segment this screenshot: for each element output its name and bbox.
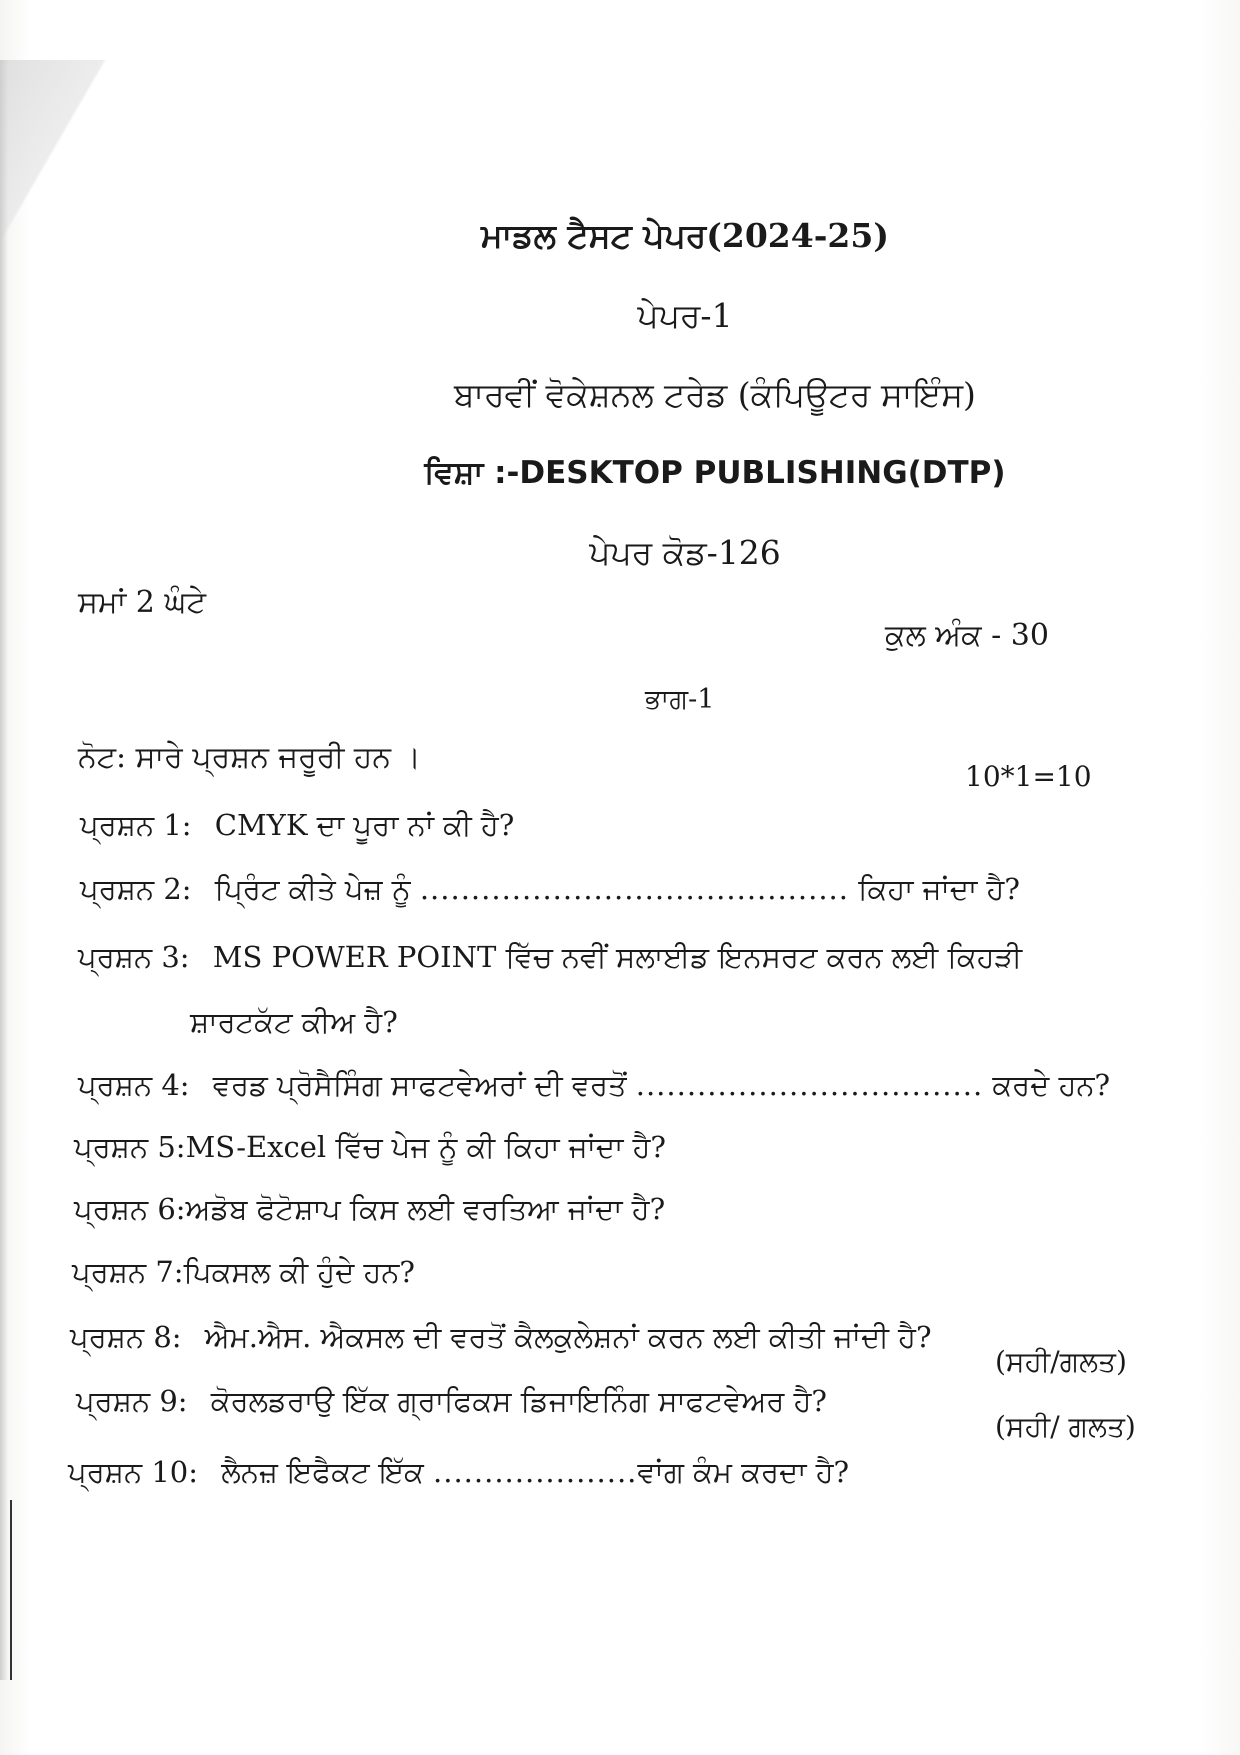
question-text: MS POWER POINT ਵਿੱਚ ਨਵੀਂ ਸਲਾਈਡ ਇਨਸਰਟ ਕਰਨ ਲਈ ਕਿਹੜੀ	[212, 940, 1023, 974]
question-7	[72, 1255, 415, 1290]
question-8	[70, 1320, 932, 1355]
question-text: ਲੈਨਜ਼ ਇਫੈਕਟ ਇੱਕ	[221, 1455, 424, 1489]
true-false-option: (ਸਹੀ/ ਗਲਤ)	[995, 1410, 1136, 1443]
binding-edge	[10, 1500, 12, 1680]
question-1	[80, 808, 514, 843]
section-marks: 10*1=10	[965, 760, 1092, 793]
section-heading: ਭਾਗ-1	[645, 684, 715, 715]
question-number: ਪ੍ਰਸ਼ਨ 2:	[80, 872, 192, 906]
question-text: ਕੋਰਲਡਰਾਉ ਇੱਕ ਗ੍ਰਾਫਿਕਸ ਡਿਜਾਇਨਿੰਗ ਸਾਫਟਵੇਅਰ ਹੈ?	[210, 1384, 827, 1418]
instructions-note: ਨੋਟ: ਸਾਰੇ ਪ੍ਰਸ਼ਨ ਜਰੂਰੀ ਹਨ ।	[78, 740, 421, 775]
question-6	[74, 1192, 665, 1227]
total-marks: ਕੁਲ ਅੰਕ - 30	[885, 618, 1049, 653]
question-text: ਐਮ.ਐਸ. ਐਕਸਲ ਦੀ ਵਰਤੋਂ ਕੈਲਕੁਲੇਸ਼ਨਾਂ ਕਰਨ ਲਈ ਕੀਤੀ ਜਾਂਦੀ ਹੈ?	[204, 1320, 932, 1354]
question-text: ਅਡੋਬ ਫੋਟੋਸ਼ਾਪ ਕਿਸ ਲਈ ਵਰਤਿਆ ਜਾਂਦਾ ਹੈ?	[185, 1192, 666, 1226]
question-number: ਪ੍ਰਸ਼ਨ 10:	[68, 1455, 199, 1489]
question-number: ਪ੍ਰਸ਼ਨ 6:	[74, 1192, 186, 1226]
question-number: ਪ੍ਰਸ਼ਨ 1:	[80, 808, 192, 842]
subject: ਵਿਸ਼ਾ :-DESKTOP PUBLISHING(DTP)	[424, 455, 1006, 491]
fill-blank: ..........................................	[419, 872, 849, 906]
true-false-option: (ਸਹੀ/ਗਲਤ)	[995, 1345, 1127, 1378]
question-number: ਪ੍ਰਸ਼ਨ 4:	[78, 1068, 190, 1102]
question-text: MS-Excel ਵਿੱਚ ਪੇਜ ਨੂੰ ਕੀ ਕਿਹਾ ਜਾਂਦਾ ਹੈ?	[185, 1130, 666, 1164]
question-number: ਪ੍ਰਸ਼ਨ 9:	[76, 1384, 188, 1418]
question-text: ਵਰਡ ਪ੍ਰੋਸੈਸਿੰਗ ਸਾਫਟਵੇਅਰਾਂ ਦੀ ਵਰਤੋਂ	[212, 1068, 627, 1102]
exam-time: ਸਮਾਂ 2 ਘੰਟੇ	[78, 585, 206, 620]
paper-number: ਪੇਪਰ-1	[637, 296, 733, 335]
question-text: ਪ੍ਰਿੰਟ ਕੀਤੇ ਪੇਜ਼ ਨੂੰ	[214, 872, 411, 906]
question-10	[68, 1455, 849, 1490]
fill-blank: ....................	[433, 1455, 638, 1489]
question-number: ਪ੍ਰਸ਼ਨ 5:	[74, 1130, 186, 1164]
question-2	[80, 872, 1020, 907]
question-number: ਪ੍ਰਸ਼ਨ 8:	[70, 1320, 182, 1354]
question-text: CMYK ਦਾ ਪੂਰਾ ਨਾਂ ਕੀ ਹੈ?	[214, 808, 515, 842]
paper-code: ਪੇਪਰ ਕੋਡ-126	[589, 533, 781, 572]
question-9	[76, 1384, 827, 1419]
question-number: ਪ੍ਰਸ਼ਨ 3:	[78, 940, 190, 974]
question-text-after: ਕਿਹਾ ਜਾਂਦਾ ਹੈ?	[858, 872, 1020, 906]
question-4	[78, 1068, 1110, 1103]
question-text-after: ਵਾਂਗ ਕੰਮ ਕਰਦਾ ਹੈ?	[637, 1455, 850, 1489]
question-number: ਪ੍ਰਸ਼ਨ 7:	[72, 1255, 184, 1289]
question-text: ਪਿਕਸਲ ਕੀ ਹੁੰਦੇ ਹਨ?	[183, 1255, 415, 1289]
question-3-continuation: ਸ਼ਾਰਟਕੱਟ ਕੀਅ ਹੈ?	[190, 1005, 398, 1039]
class-trade: ਬਾਰਵੀਂ ਵੋਕੇਸ਼ਨਲ ਟਰੇਡ (ਕੰਪਿਊਟਰ ਸਾਇੰਸ)	[454, 375, 976, 414]
question-3	[78, 940, 1022, 975]
question-5	[74, 1130, 666, 1165]
question-text-after: ਕਰਦੇ ਹਨ?	[992, 1068, 1111, 1102]
exam-title: ਮਾਡਲ ਟੈਸਟ ਪੇਪਰ(2024-25)	[481, 216, 889, 255]
fill-blank: ..................................	[635, 1068, 984, 1102]
